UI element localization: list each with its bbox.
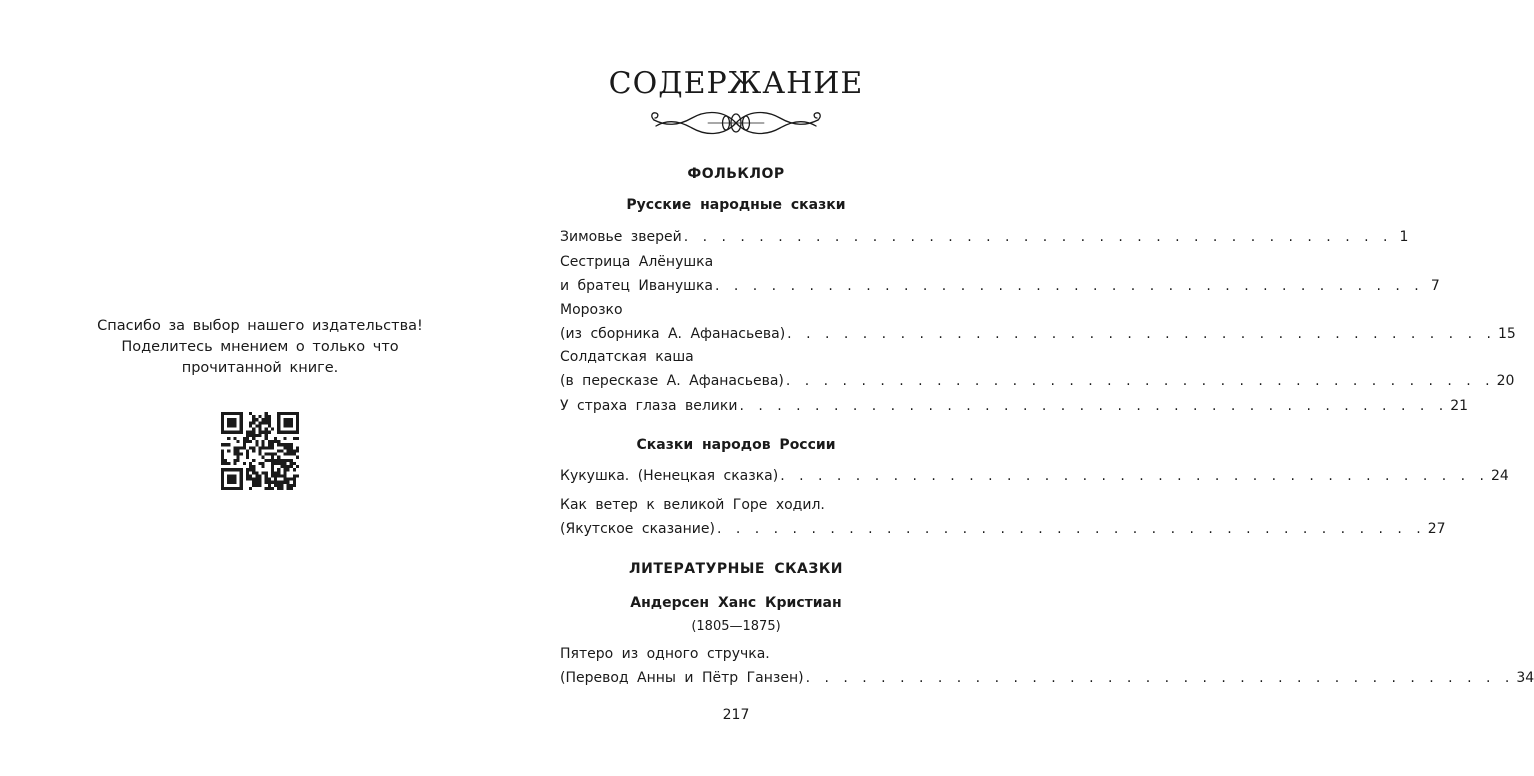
dot-leader: . . . . . . . . . . . . . . . . . . . . . . . . . . . . . . . . . . . . . . xyxy=(739,398,1449,414)
toc-entry[interactable] xyxy=(560,493,1446,541)
thanks-message xyxy=(60,316,460,379)
subsection-heading-russian-tales: Русские народные сказки xyxy=(626,197,846,213)
entry-title: и братец Иванушка xyxy=(560,278,713,294)
dot-leader: . . . . . . . . . . . . . . . . . . . . . . . . . . . . . . . . . . . . . . xyxy=(683,229,1393,245)
dot-leader: . . . . . . . . . . . . . . . . . . . . . . . . . . . . . . . . . . . . . . xyxy=(780,468,1489,484)
entry-title: (Перевод Анны и Пётр Ганзен) xyxy=(560,670,804,686)
dot-leader: . . . . . . . . . . . . . . . . . . . . . . . . . . . . . . . . . . . . . . xyxy=(805,670,1515,686)
toc-entry[interactable] xyxy=(560,642,1534,690)
dot-leader: . . . . . . . . . . . . . . . . . . . . . . . . . . . . . . . . . . . . . . xyxy=(716,521,1426,537)
entry-title: Кукушка. (Ненецкая сказка) xyxy=(560,468,779,484)
thanks-line: Спасибо за выбор нашего издательства! xyxy=(97,318,423,334)
entry-title: (Якутское сказание) xyxy=(560,521,715,537)
entry-title-line1: Морозко xyxy=(560,302,623,318)
entry-page-number: 27 xyxy=(1427,521,1446,537)
author-years: (1805—1875) xyxy=(691,619,781,634)
entry-title: Зимовье зверей xyxy=(560,229,682,245)
entry-title: У страха глаза велики xyxy=(560,398,738,414)
dot-leader: . . . . . . . . . . . . . . . . . . . . . . . . . . . . . . . . . . . . . . xyxy=(787,326,1496,342)
section-heading-literary: ЛИТЕРАТУРНЫЕ СКАЗКИ xyxy=(629,561,843,577)
entry-page-number: 34 xyxy=(1516,670,1534,686)
page-title: СОДЕРЖАНИЕ xyxy=(608,66,864,101)
author-name: Андерсен Ханс Кристиан xyxy=(630,595,842,611)
entry-page-number: 7 xyxy=(1430,278,1440,294)
entry-title-line1: Как ветер к великой Горе ходил. xyxy=(560,497,825,513)
thanks-line: Поделитесь мнением о только что xyxy=(121,339,399,355)
dot-leader: . . . . . . . . . . . . . . . . . . . . . . . . . . . . . . . . . . . . . . xyxy=(785,373,1495,389)
entry-title-line1: Солдатская каша xyxy=(560,349,694,365)
subsection-heading-peoples-tales: Сказки народов России xyxy=(636,437,836,453)
entry-title: (в пересказе А. Афанасьева) xyxy=(560,373,784,389)
entry-title-line1: Сестрица Алёнушка xyxy=(560,254,714,270)
entry-page-number: 24 xyxy=(1490,468,1509,484)
entry-page-number: 20 xyxy=(1496,373,1515,389)
entry-page-number: 1 xyxy=(1399,229,1409,245)
flourish-divider-icon xyxy=(648,106,824,140)
entry-title: (из сборника А. Афанасьева) xyxy=(560,326,786,342)
toc-entry[interactable] xyxy=(560,250,1440,298)
entry-title-line1: Пятеро из одного стручка. xyxy=(560,646,770,662)
page-number: 217 xyxy=(722,707,750,723)
section-heading-folklore: ФОЛЬКЛОР xyxy=(687,166,785,182)
entry-page-number: 15 xyxy=(1497,326,1516,342)
right-page xyxy=(500,0,1534,776)
toc-entry[interactable] xyxy=(560,345,1515,393)
left-page xyxy=(0,0,500,776)
entry-page-number: 21 xyxy=(1450,398,1469,414)
toc-entry[interactable] xyxy=(560,464,1509,488)
toc-entry[interactable] xyxy=(560,225,1409,249)
toc-entry[interactable] xyxy=(560,298,1516,346)
qr-code-icon[interactable] xyxy=(221,412,299,490)
thanks-line: прочитанной книге. xyxy=(181,360,339,376)
dot-leader: . . . . . . . . . . . . . . . . . . . . . . . . . . . . . . . . . . . . . . xyxy=(714,278,1424,294)
toc-entry[interactable] xyxy=(560,394,1469,418)
